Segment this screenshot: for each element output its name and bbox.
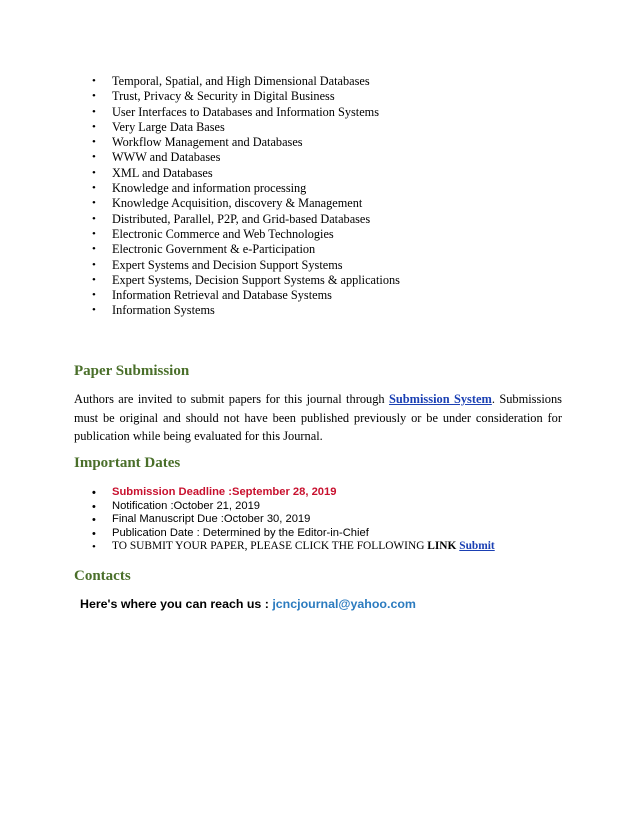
list-item: • Trust, Privacy & Security in Digital Business: [92, 89, 335, 104]
bullet-icon: •: [92, 527, 96, 540]
paper-submission-heading: Paper Submission: [74, 363, 190, 379]
list-item: • Information Systems: [92, 303, 215, 318]
notification-item: • Notification :October 21, 2019: [92, 500, 495, 514]
important-dates-list: [92, 486, 495, 554]
contact-label: Here's where you can reach us :: [80, 597, 273, 611]
list-item: • Expert Systems, Decision Support Systems & applications: [92, 272, 400, 287]
submit-item: • TO SUBMIT YOUR PAPER, PLEASE CLICK THE FOLLOWING LINK Submit: [92, 540, 495, 554]
list-item: • Electronic Government & e-Participation: [92, 242, 316, 257]
email-link[interactable]: jcncjournal@yahoo.com: [272, 597, 416, 611]
topics-list: [92, 74, 400, 319]
paper-submission-paragraph: [74, 390, 562, 446]
bullet-icon: •: [92, 243, 96, 256]
list-item: • Knowledge Acquisition, discovery & Management: [92, 196, 363, 211]
bullet-icon: •: [92, 105, 96, 118]
contact-line: [80, 597, 416, 611]
list-item: • Temporal, Spatial, and High Dimensional Databases: [92, 74, 370, 88]
publication-date-item: • Publication Date : Determined by the Editor-in-Chief: [92, 527, 495, 541]
list-item: • Very Large Data Bases: [92, 119, 225, 134]
list-item: • Electronic Commerce and Web Technologies: [92, 226, 334, 241]
list-item: • User Interfaces to Databases and Information Systems: [92, 104, 380, 119]
list-item: • Workflow Management and Databases: [92, 135, 303, 150]
bullet-icon: •: [92, 197, 96, 210]
list-item: • Expert Systems and Decision Support Systems: [92, 257, 343, 272]
bullet-icon: •: [92, 541, 96, 554]
bullet-icon: •: [92, 166, 96, 179]
paragraph-text: Authors are invited to submit papers for this journal through: [74, 392, 389, 406]
deadline-item: • Submission Deadline :September 28, 2019: [92, 486, 495, 500]
bullet-icon: •: [92, 304, 96, 317]
list-item: • WWW and Databases: [92, 150, 221, 165]
bullet-icon: •: [92, 75, 96, 87]
bullet-icon: •: [92, 258, 96, 271]
list-item: • Knowledge and information processing: [92, 181, 307, 196]
list-item: • Distributed, Parallel, P2P, and Grid-based Databases: [92, 211, 371, 226]
paragraph-text: . Submissions must be original and should not have been published previously or be under consideration for publication while being evaluated for this Journal.: [74, 392, 562, 443]
bullet-icon: •: [92, 212, 96, 225]
contacts-heading: Contacts: [74, 568, 131, 584]
list-item: • XML and Databases: [92, 165, 213, 180]
bullet-icon: •: [92, 227, 96, 240]
bullet-icon: •: [92, 273, 96, 286]
bullet-icon: •: [92, 182, 96, 195]
submission-system-link[interactable]: Submission System: [388, 392, 492, 406]
bullet-icon: •: [92, 136, 96, 149]
important-dates-heading: Important Dates: [74, 455, 181, 471]
final-manuscript-item: • Final Manuscript Due :October 30, 2019: [92, 513, 495, 527]
bullet-icon: •: [92, 120, 96, 133]
bullet-icon: •: [92, 514, 96, 527]
link-word: LINK: [427, 540, 457, 553]
list-item: • Information Retrieval and Database Systems: [92, 288, 332, 303]
bullet-icon: •: [92, 90, 96, 103]
bullet-icon: •: [92, 289, 96, 302]
bullet-icon: •: [92, 487, 96, 499]
bullet-icon: •: [92, 151, 96, 164]
bullet-icon: •: [92, 500, 96, 513]
submit-link[interactable]: Submit: [459, 540, 495, 553]
